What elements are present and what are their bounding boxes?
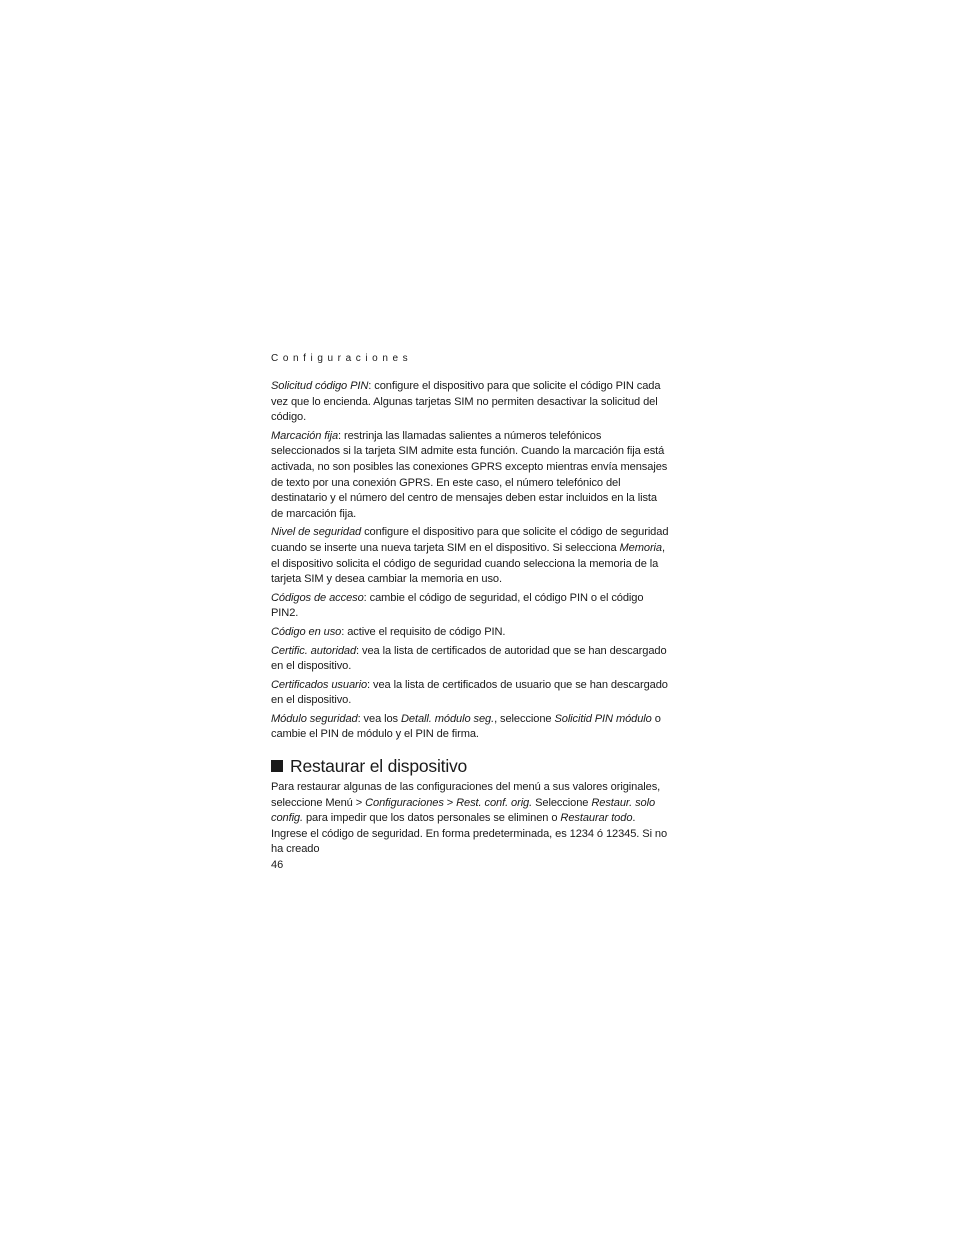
- square-bullet-icon: [271, 760, 283, 772]
- entry-text: o cambie el PIN de módulo y el PIN de firma.: [271, 712, 661, 741]
- entry-nivel-de-seguridad: [271, 525, 671, 587]
- entry-term: Solicitud código PIN: [271, 380, 369, 392]
- entry-text: : vea los: [357, 712, 401, 725]
- entry-term: Nivel de seguridad: [271, 526, 362, 539]
- entry-modulo-seguridad: [271, 712, 671, 743]
- path-separator: >: [352, 796, 366, 809]
- entry-term: Códigos de acceso: [271, 591, 364, 604]
- entry-term-inline: Memoria: [619, 541, 662, 554]
- entry-text: , el dispositivo solicita el código de seguridad cuando selecciona la memoria de la tarjeta SIM y desea cambiar la memoria en uso.: [271, 541, 665, 586]
- body-text: para impedir que los datos personales se eliminen o: [303, 812, 561, 825]
- option-term: Restaurar todo: [560, 812, 633, 825]
- entry-text: : restrinja las llamadas salientes a números telefónicos seleccionados si la tarjeta SIM admite esta función. Cuando la marcación fija está activada, no son posibles las conexiones GPRS excepto mientras envía mensajes de texto por una conexión GPRS. En este caso, el número telefónico del destinatario y el número del centro de mensajes deben estar incluidos en la lista de marcación fija.: [271, 429, 668, 520]
- option-term: Restaur. solo config.: [271, 796, 656, 825]
- entry-text: : configure el dispositivo para que solicite el código PIN cada vez que lo encienda. Algunas tarjetas SIM no permiten desactivar la solicitud del código.: [271, 380, 661, 424]
- body-text: . Ingrese el código de seguridad. En forma predeterminada, es 1234 ó 12345. Si no ha creado: [271, 812, 668, 856]
- entry-text: : vea la lista de certificados de autoridad que se han descargado en el dispositivo.: [271, 644, 667, 673]
- entry-term: Módulo seguridad: [271, 712, 358, 725]
- path-separator: >: [443, 796, 457, 809]
- section-heading: [271, 755, 671, 777]
- entry-term-inline: Solicitid PIN módulo: [554, 712, 652, 725]
- entry-term: Certific. autoridad: [271, 644, 357, 657]
- section-body: [271, 780, 671, 858]
- entry-text: : cambie el código de seguridad, el código PIN o el código PIN2.: [271, 591, 644, 620]
- entry-codigos-de-acceso: [271, 591, 671, 622]
- entry-term-inline: Detall. módulo seg.: [401, 712, 495, 725]
- running-header: Configuraciones: [271, 353, 413, 364]
- entry-term: Código en uso: [271, 625, 342, 638]
- body-text: Seleccione: [532, 796, 592, 809]
- section-title: Restaurar el dispositivo: [290, 756, 468, 777]
- entry-certific-autoridad: [271, 644, 671, 675]
- entry-marcacion-fija: [271, 429, 671, 523]
- page-number: 46: [271, 859, 284, 871]
- entry-term: Certificados usuario: [271, 678, 368, 691]
- entry-text: configure el dispositivo para que solicite el código de seguridad cuando se inserte una nueva tarjeta SIM en el dispositivo. Si selecciona: [271, 526, 669, 554]
- entry-text: , seleccione: [494, 712, 555, 725]
- menu-term: Menú: [325, 796, 353, 809]
- body-text: Para restaurar algunas de las configuraciones del menú a sus valores originales, seleccione: [271, 781, 661, 809]
- entry-solicitud-codigo-pin: [271, 379, 671, 426]
- entry-text: : active el requisito de código PIN.: [341, 625, 506, 638]
- entry-codigo-en-uso: [271, 625, 671, 641]
- path-term: Configuraciones: [365, 796, 444, 809]
- entry-text: : vea la lista de certificados de usuario que se han descargado en el dispositivo.: [271, 678, 668, 707]
- entry-term: Marcación fija: [271, 429, 339, 442]
- path-term: Rest. conf. orig.: [456, 796, 533, 809]
- entry-certificados-usuario: [271, 678, 671, 709]
- page-content: [271, 352, 671, 861]
